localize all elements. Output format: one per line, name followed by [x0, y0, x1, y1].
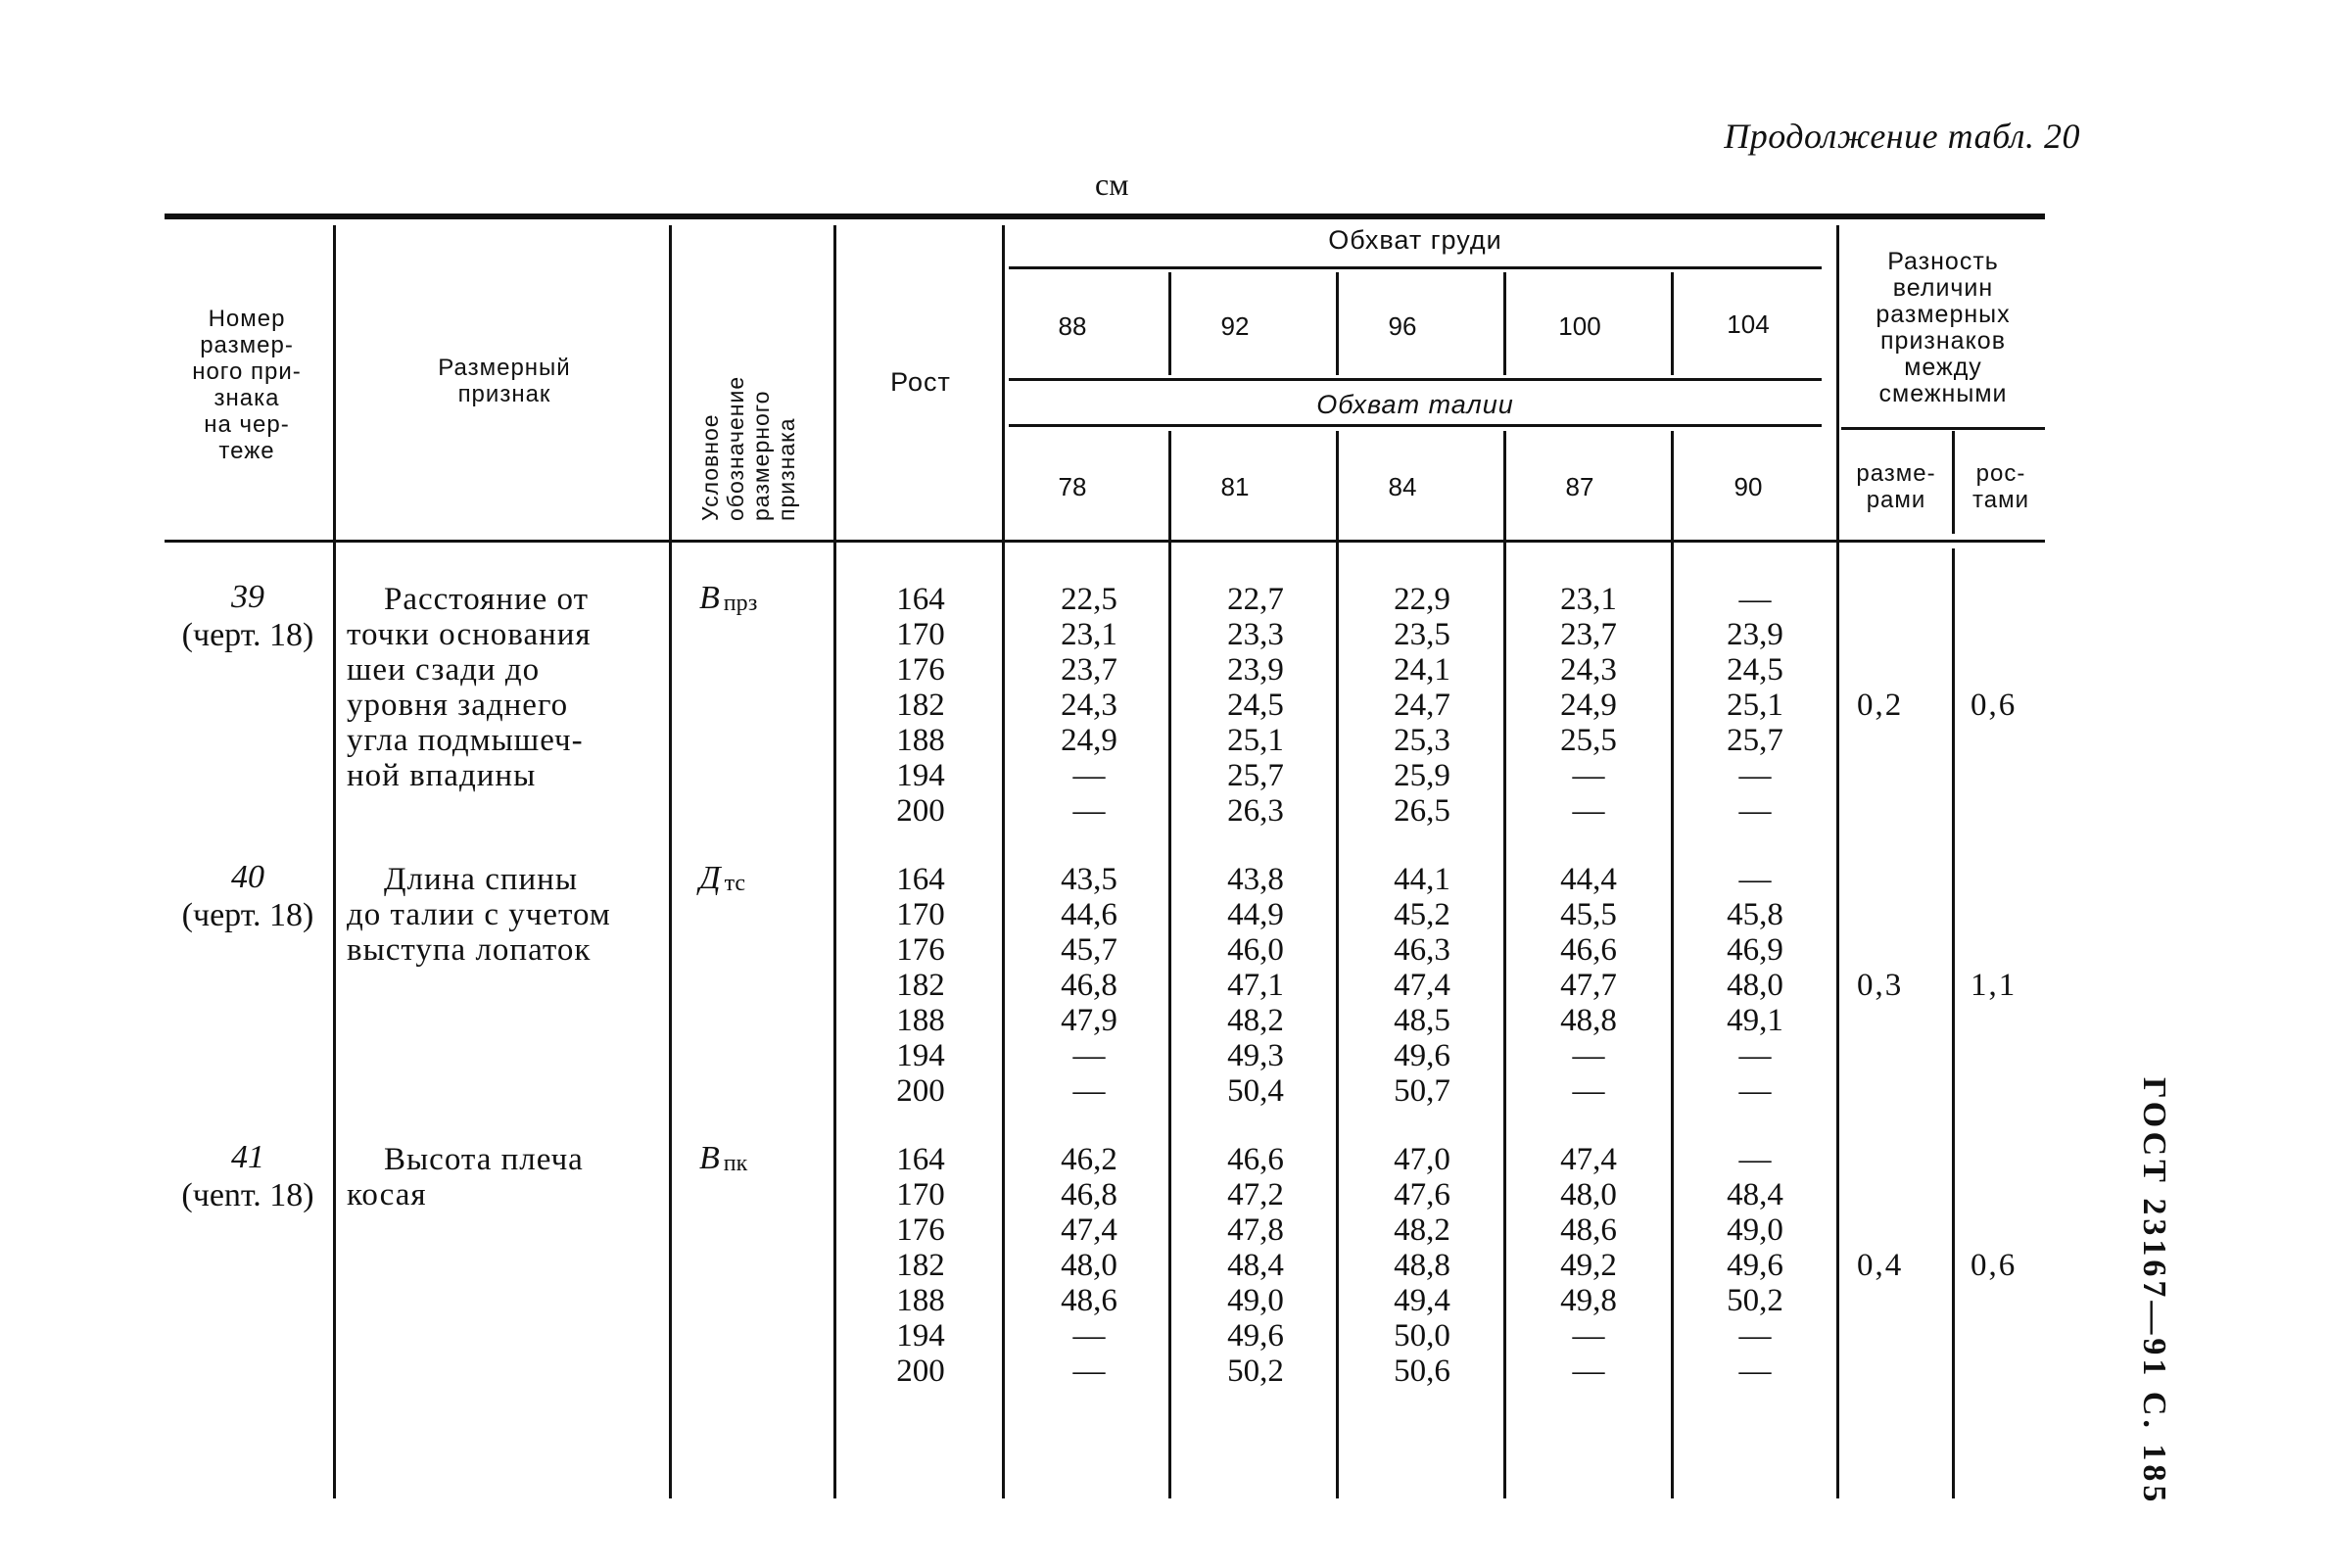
value-column	[1197, 582, 1314, 829]
row-symbol-main: В	[699, 580, 720, 616]
table-cell: 50,4	[1227, 1073, 1284, 1109]
table-cell: —	[1572, 793, 1605, 829]
table-cell: 23,7	[1061, 652, 1117, 688]
table-cell: 48,6	[1560, 1212, 1617, 1248]
table-cell: 48,4	[1727, 1177, 1783, 1212]
table-cell: 23,7	[1560, 617, 1617, 652]
height-value: 200	[896, 1354, 945, 1389]
table-cell: 48,0	[1061, 1248, 1117, 1283]
col-divider-9	[1836, 225, 1839, 1498]
table-cell: 24,7	[1394, 688, 1450, 723]
table-cell: 24,9	[1061, 723, 1117, 758]
row-symbol	[699, 860, 745, 897]
table-cell: 49,6	[1727, 1248, 1783, 1283]
table-cell: 44,9	[1227, 897, 1284, 932]
row-feature-line: ной впадины	[347, 758, 537, 793]
table-cell: 46,2	[1061, 1142, 1117, 1177]
chest-88: 88	[1058, 311, 1087, 341]
diff-heights-value: 0,6	[1971, 1248, 2018, 1283]
table-cell: 50,2	[1227, 1354, 1284, 1389]
row-feature	[347, 582, 662, 793]
table-cell: 26,5	[1394, 793, 1450, 829]
value-column	[1030, 862, 1148, 1109]
waist-84: 84	[1388, 472, 1417, 501]
header-feature-line: Размерный	[438, 355, 571, 381]
header-bottom-rule	[165, 540, 2045, 543]
row-drawing-ref: (чеnт. 18)	[181, 1177, 314, 1213]
table-cell: 25,5	[1560, 723, 1617, 758]
table-cell: —	[1738, 582, 1772, 617]
table-cell: —	[1738, 758, 1772, 793]
height-value: 182	[896, 1248, 945, 1283]
row-drawing-ref: (черт. 18)	[181, 617, 314, 653]
table-cell: 50,2	[1727, 1283, 1783, 1318]
header-waist-title: Обхват талии	[1316, 390, 1514, 419]
table-cell: 49,4	[1394, 1283, 1450, 1318]
header-diff-line: Разность	[1887, 248, 1999, 275]
value-column	[1530, 582, 1647, 829]
row-heights	[862, 582, 979, 829]
header-symbol	[697, 376, 799, 521]
height-value: 164	[896, 582, 945, 617]
table-cell: 46,0	[1227, 932, 1284, 968]
table-cell: 47,0	[1394, 1142, 1450, 1177]
table-cell: 45,8	[1727, 897, 1783, 932]
chest-104: 104	[1727, 309, 1770, 339]
table-cell: 49,1	[1727, 1003, 1783, 1038]
table-cell: —	[1738, 1354, 1772, 1389]
table-cell: —	[1738, 1073, 1772, 1109]
row-number	[165, 1138, 331, 1214]
table-cell: 48,6	[1061, 1283, 1117, 1318]
table-cell: 47,8	[1227, 1212, 1284, 1248]
table-cell: 46,3	[1394, 932, 1450, 968]
table-cell: 24,9	[1560, 688, 1617, 723]
table-cell: 44,4	[1560, 862, 1617, 897]
chest-92: 92	[1220, 311, 1250, 341]
height-value: 194	[896, 1038, 945, 1073]
table-cell: —	[1072, 1073, 1106, 1109]
table-cell: 25,7	[1727, 723, 1783, 758]
table-cell: 50,6	[1394, 1354, 1450, 1389]
row-feature-line: уровня заднего	[347, 688, 569, 723]
height-value: 170	[896, 1177, 945, 1212]
value-column	[1530, 1142, 1647, 1389]
table-cell: 47,7	[1560, 968, 1617, 1003]
value-column	[1363, 862, 1481, 1109]
diff-heights-value: 1,1	[1971, 968, 2018, 1003]
table-cell: 23,3	[1227, 617, 1284, 652]
table-cell: 49,0	[1227, 1283, 1284, 1318]
row-symbol-sub: прз	[723, 591, 758, 616]
table-cell: —	[1572, 1073, 1605, 1109]
col-divider-7	[1503, 272, 1506, 375]
table-cell: —	[1738, 793, 1772, 829]
table-cell: 46,6	[1560, 932, 1617, 968]
table-cell: 46,8	[1061, 1177, 1117, 1212]
table-cell: 48,8	[1394, 1248, 1450, 1283]
table-cell: 47,4	[1560, 1142, 1617, 1177]
table-cell: 47,2	[1227, 1177, 1284, 1212]
waist-title-rule	[1009, 424, 1822, 427]
row-feature-line: точки основания	[347, 617, 592, 652]
table-cell: 48,0	[1560, 1177, 1617, 1212]
header-diff-line: между	[1904, 354, 1982, 381]
header-diff-line: смежными	[1878, 380, 2008, 407]
row-feature-line: Высота плеча	[384, 1142, 584, 1177]
table-cell: 25,7	[1227, 758, 1284, 793]
table-cell: —	[1072, 793, 1106, 829]
table-cell: 44,6	[1061, 897, 1117, 932]
header-diff-heights	[1957, 460, 2045, 513]
chest-100: 100	[1558, 311, 1601, 341]
table-cell: 23,1	[1560, 582, 1617, 617]
waist-90: 90	[1733, 472, 1763, 501]
table-cell: 48,8	[1560, 1003, 1617, 1038]
col-divider-2	[669, 225, 672, 1498]
table-cell: 22,5	[1061, 582, 1117, 617]
header-diff-sizes-line: рами	[1866, 487, 1926, 513]
value-column	[1696, 862, 1814, 1109]
row-symbol-sub: тс	[724, 871, 746, 896]
table-cell: 43,5	[1061, 862, 1117, 897]
table-cell: 23,1	[1061, 617, 1117, 652]
header-diff-sizes	[1841, 460, 1951, 513]
header-number-line: размер-	[200, 332, 294, 358]
table-cell: 48,2	[1227, 1003, 1284, 1038]
row-symbol	[699, 1140, 747, 1177]
col-divider-4	[1002, 225, 1005, 1498]
height-value: 176	[896, 652, 945, 688]
col-divider-8b	[1671, 431, 1674, 1498]
row-number	[165, 578, 331, 654]
row-heights	[862, 862, 979, 1109]
table-cell: 43,8	[1227, 862, 1284, 897]
row-feature-line: шеи сзади до	[347, 652, 541, 688]
height-value: 194	[896, 758, 945, 793]
header-number-line: на чер-	[204, 411, 290, 438]
table-cell: 23,9	[1727, 617, 1783, 652]
col-divider-7b	[1503, 431, 1506, 1498]
height-value: 164	[896, 862, 945, 897]
value-column	[1197, 862, 1314, 1109]
table-cell: 47,9	[1061, 1003, 1117, 1038]
diff-sizes-value: 0,4	[1857, 1248, 1904, 1283]
diff-heights-value: 0,6	[1971, 688, 2018, 723]
row-feature-line: косая	[347, 1177, 427, 1212]
row-symbol-sub: пк	[723, 1151, 748, 1176]
header-diff-sizes-line: разме-	[1856, 460, 1936, 487]
table-cell: 49,6	[1394, 1038, 1450, 1073]
table-cell: —	[1738, 1038, 1772, 1073]
height-value: 188	[896, 1283, 945, 1318]
value-column	[1696, 582, 1814, 829]
row-number-value: 40	[231, 859, 264, 895]
diff-sizes-value: 0,3	[1857, 968, 1904, 1003]
unit-label: см	[1095, 166, 1129, 202]
table-cell: 50,7	[1394, 1073, 1450, 1109]
header-diff	[1841, 249, 2045, 407]
table-cell: 49,2	[1560, 1248, 1617, 1283]
row-feature	[347, 1142, 662, 1212]
height-value: 170	[896, 617, 945, 652]
waist-87: 87	[1565, 472, 1594, 501]
chest-values-rule	[1009, 378, 1822, 381]
table-cell: 49,0	[1727, 1212, 1783, 1248]
value-column	[1030, 582, 1148, 829]
table-cell: 48,5	[1394, 1003, 1450, 1038]
col-divider-8	[1671, 272, 1674, 375]
header-number-line: ного при-	[192, 358, 302, 385]
row-feature-line: угла подмышеч-	[347, 723, 584, 758]
header-feature-line: признак	[457, 381, 551, 407]
row-feature-line: выступа лопаток	[347, 932, 592, 968]
height-value: 188	[896, 1003, 945, 1038]
table-cell: —	[1572, 1354, 1605, 1389]
height-value: 200	[896, 1073, 945, 1109]
table-cell: 48,2	[1394, 1212, 1450, 1248]
table-cell: 47,1	[1227, 968, 1284, 1003]
table-cell: 46,8	[1061, 968, 1117, 1003]
table-cell: 24,1	[1394, 652, 1450, 688]
col-divider-6b	[1336, 431, 1339, 1498]
header-diff-line: признаков	[1880, 327, 2006, 355]
row-drawing-ref: (черт. 18)	[181, 897, 314, 933]
table-cell: 45,5	[1560, 897, 1617, 932]
table-cell: —	[1738, 1142, 1772, 1177]
header-diff-line: размерных	[1876, 301, 2011, 328]
table-caption: Продолжение табл. 20	[1724, 117, 2080, 156]
col-divider-5b	[1168, 431, 1171, 1498]
table-cell: 24,3	[1061, 688, 1117, 723]
table-cell: 25,9	[1394, 758, 1450, 793]
height-value: 194	[896, 1318, 945, 1354]
value-column	[1030, 1142, 1148, 1389]
row-symbol-main: Д	[699, 860, 721, 896]
header-diff-line: величин	[1892, 274, 1994, 302]
row-symbol-main: В	[699, 1140, 720, 1176]
col-divider-10	[1952, 431, 1955, 534]
table-cell: —	[1072, 758, 1106, 793]
header-symbol-line: Условное	[697, 413, 723, 521]
header-symbol-line: размерного	[748, 390, 774, 521]
table-cell: 44,1	[1394, 862, 1450, 897]
row-feature-line: до талии с учетом	[347, 897, 611, 932]
row-symbol	[699, 580, 757, 617]
table-cell: —	[1072, 1318, 1106, 1354]
row-heights	[862, 1142, 979, 1389]
value-column	[1363, 582, 1481, 829]
table-cell: 47,6	[1394, 1177, 1450, 1212]
header-number-line: Номер	[208, 306, 286, 332]
table-cell: 22,7	[1227, 582, 1284, 617]
value-column	[1530, 862, 1647, 1109]
col-divider-1	[333, 225, 336, 1498]
header-chest-title: Обхват груди	[1328, 225, 1502, 255]
top-rule	[165, 214, 2045, 219]
height-value: 182	[896, 968, 945, 1003]
waist-81: 81	[1220, 472, 1250, 501]
header-diff-heights-line: тами	[1972, 487, 2029, 513]
chest-96: 96	[1388, 311, 1417, 341]
value-column	[1696, 1142, 1814, 1389]
table-cell: 26,3	[1227, 793, 1284, 829]
diff-subheader-rule	[1841, 427, 2045, 430]
col-divider-3	[833, 225, 836, 1498]
height-value: 200	[896, 793, 945, 829]
table-cell: —	[1072, 1038, 1106, 1073]
table-cell: 46,6	[1227, 1142, 1284, 1177]
header-number-line: теже	[218, 438, 275, 464]
header-height: Рост	[890, 367, 951, 397]
table-cell: 45,2	[1394, 897, 1450, 932]
table-cell: 48,4	[1227, 1248, 1284, 1283]
table-cell: 47,4	[1061, 1212, 1117, 1248]
header-feature	[343, 355, 666, 407]
table-cell: 22,9	[1394, 582, 1450, 617]
row-number	[165, 858, 331, 934]
table-cell: 47,4	[1394, 968, 1450, 1003]
table-cell: 25,3	[1394, 723, 1450, 758]
table-cell: 49,3	[1227, 1038, 1284, 1073]
table-cell: 46,9	[1727, 932, 1783, 968]
side-label: ГОСТ 23167—91 С. 185	[2136, 1077, 2172, 1506]
table-cell: 50,0	[1394, 1318, 1450, 1354]
col-divider-10b	[1952, 548, 1955, 1498]
table-cell: —	[1072, 1354, 1106, 1389]
header-number	[168, 306, 325, 464]
height-value: 176	[896, 1212, 945, 1248]
header-number-line: знака	[214, 385, 280, 411]
diff-sizes-value: 0,2	[1857, 688, 1904, 723]
table-cell: 24,5	[1727, 652, 1783, 688]
table-cell: 23,9	[1227, 652, 1284, 688]
header-symbol-line: признака	[774, 417, 799, 521]
table-cell: —	[1572, 758, 1605, 793]
row-feature-line: Длина спины	[384, 862, 578, 897]
table-cell: 49,8	[1560, 1283, 1617, 1318]
value-column	[1363, 1142, 1481, 1389]
value-column	[1197, 1142, 1314, 1389]
height-value: 170	[896, 897, 945, 932]
table-cell: —	[1738, 862, 1772, 897]
height-value: 182	[896, 688, 945, 723]
height-value: 176	[896, 932, 945, 968]
height-value: 188	[896, 723, 945, 758]
table-cell: 45,7	[1061, 932, 1117, 968]
table-cell: 24,5	[1227, 688, 1284, 723]
row-number-value: 39	[231, 579, 264, 615]
header-diff-heights-line: рос-	[1975, 460, 2026, 487]
row-feature-line: Расстояние от	[384, 582, 590, 617]
height-value: 164	[896, 1142, 945, 1177]
row-number-value: 41	[231, 1139, 264, 1175]
table-cell: —	[1738, 1318, 1772, 1354]
waist-78: 78	[1058, 472, 1087, 501]
table-cell: —	[1572, 1318, 1605, 1354]
table-cell: 25,1	[1227, 723, 1284, 758]
chest-title-rule	[1009, 266, 1822, 269]
table-cell: 49,6	[1227, 1318, 1284, 1354]
table-cell: 24,3	[1560, 652, 1617, 688]
table-cell: 25,1	[1727, 688, 1783, 723]
table-cell: 48,0	[1727, 968, 1783, 1003]
table-cell: 23,5	[1394, 617, 1450, 652]
header-symbol-line: обозначение	[723, 375, 748, 521]
table-cell: —	[1572, 1038, 1605, 1073]
row-feature	[347, 862, 662, 968]
